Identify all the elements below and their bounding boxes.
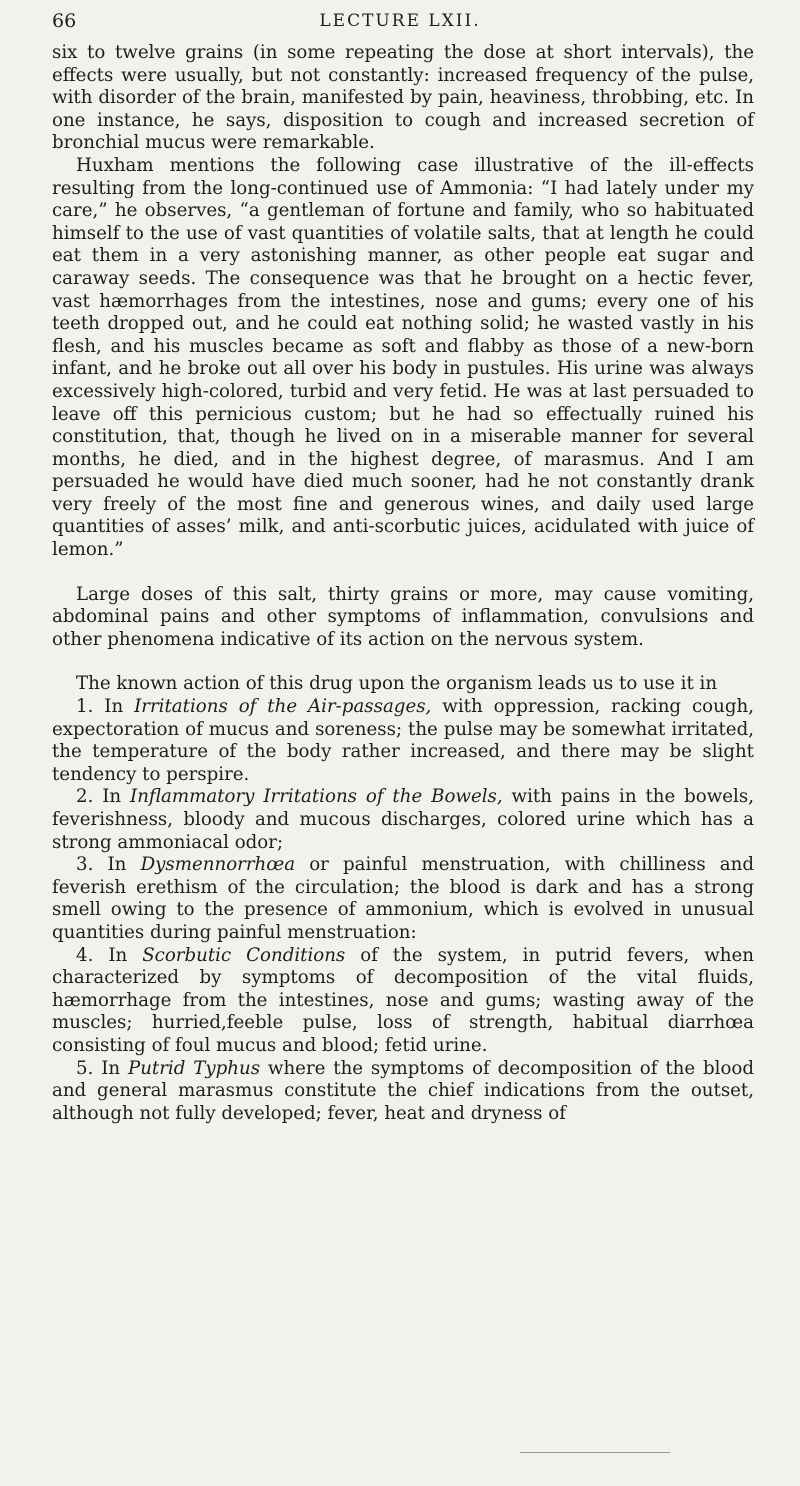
paragraph-huxham-case: Huxham mentions the following case illustrative of the ill-effects resulting from the long-continued use of Ammonia: “I had lately under my care,” he observes, “a gentleman of fortune and family, who so habituated himself to the use of vast quantities of volatile salts, that at length he could eat them in a very astonishing manner, as other people eat sugar and caraway seeds. The consequence was that he brought on a hectic fever, vast hæmorrhages from the intestines, nose and gums; every one of his teeth dropped out, and he could eat nothing solid; he wasted vastly in his flesh, and his muscles became as soft and flabby as those of a new-born infant, and he broke out all over his body in pustules. His urine was always excessively high-colored, turbid and very fetid. He was at last persuaded to leave off this pernicious custom; but he had so effectually ruined his constitution, that, though he lived on in a miserable manner for several months, he died, and in the highest degree, of marasmus. And I am persuaded he would have died much sooner, had he not constantly drank very freely of the most fine and generous wines, and daily used large quantities of asses’ milk, and anti-scorbutic juices, acidulated with juice of lemon.” [52,154,754,561]
list-item [52,854,754,944]
page-header [52,6,748,36]
paragraph-continuation: six to twelve grains (in some repeating the dose at short intervals), the effects were usually, but not constantly: increased frequency of the pulse, with disorder of the brain, manifested by pain, heaviness, throbbing, etc. In one instance, he says, disposition to cough and increased secretion of bronchial mucus were remarkable. [52,42,754,154]
item-title: Irritations of the Air-passages, [134,696,432,718]
page-body [52,42,754,1125]
item-text: or painful menstruation, with chilliness and feverish erethism of the circulation; the blood is dark and has a strong smell owing to the presence of ammonium, which is evolved in unusual quantities during painful menstruation: [52,854,754,943]
item-text: with pains in the bowels, feverishness, bloody and mucous discharges, colored urine which has a strong ammoniacal odor; [52,786,754,853]
footer-rule [520,1452,670,1453]
item-title: Inflammatory Irritations of the Bowels, [130,786,503,808]
item-number: 4. In [76,944,143,966]
item-text: with oppression, racking cough, expectoration of mucus and soreness; the pulse may be somewhat irritated, the temperature of the body rather increased, and there may be slight tendency to perspire. [52,696,754,785]
paragraph-known-action: The known action of this drug upon the organism leads us to use it in [76,673,718,695]
page-number: 66 [52,10,77,32]
item-title: Dysmennorrhœa [140,854,296,876]
list-item [52,696,754,786]
item-title: Scorbutic Conditions [142,944,346,966]
item-number: 3. In [76,854,141,876]
item-title: Putrid Typhus [127,1057,261,1079]
item-text: where the symptoms of decomposition of the blood and general marasmus constitute the chief indications from the outset, although not fully developed; fever, heat and dryness of [52,1057,754,1124]
list-item [52,1058,754,1126]
item-number: 1. In [76,696,135,718]
item-number: 2. In [76,786,131,808]
list-item [52,945,754,1058]
paragraph-large-doses: Large doses of this salt, thirty grains or more, may cause vomiting, abdominal pains and other symptoms of inflammation, convulsions and other phenomena indicative of its action on the nervous system. [52,583,754,650]
item-number: 5. In [76,1057,128,1079]
list-item [52,786,754,854]
item-text: of the system, in putrid fevers, when characterized by symptoms of decomposition of the vital fluids, hæmorrhage from the intestines, nose and gums; wasting away of the muscles; hurried,feeble pulse, loss of strength, habitual diarrhœa consisting of foul mucus and blood; fetid urine. [52,944,754,1056]
running-head: LECTURE LXII. [319,11,481,31]
